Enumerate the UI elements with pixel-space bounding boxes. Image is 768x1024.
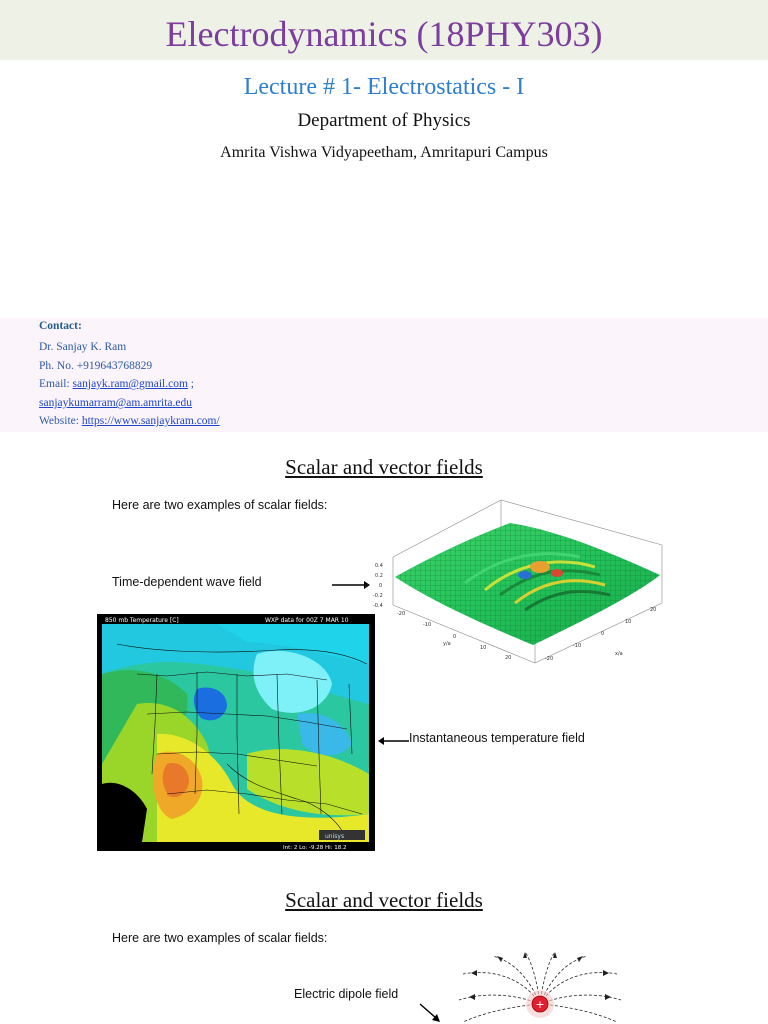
y-tick: -20 [545,656,554,662]
contact-name: Dr. Sanjay K. Ram [39,341,127,353]
y-axis-label: x/a [615,651,623,657]
y-tick: 20 [650,607,657,613]
temperature-map [97,614,375,851]
y-tick: 0 [601,631,605,637]
contact-email-line-2 [39,396,192,410]
email-link-secondary[interactable]: sanjaykumarram@am.amrita.edu [39,397,193,409]
contact-website-line [39,414,220,428]
contact-heading: Contact: [39,320,82,332]
email-separator: ; [190,378,194,390]
y-tick: 10 [625,619,632,625]
campus-name: Amrita Vishwa Vidyapeetham, Amritapuri Campus [220,144,548,161]
z-tick: -0.4 [373,603,383,609]
z-tick: 0.2 [375,573,383,579]
dipole-field-label: Electric dipole field [294,987,399,1001]
email-label: Email: [39,378,70,390]
wave-field-label: Time-dependent wave field [112,575,262,589]
arrow-right-icon [330,578,370,592]
slide-3-title: Scalar and vector fields [285,888,483,912]
wave-surface-plot [365,495,668,670]
map-header-right: WXP data for 00Z 7 MAR 10 [265,617,349,624]
z-tick: -0.2 [373,593,383,599]
website-label: Website: [39,415,79,427]
x-tick: 20 [505,655,512,661]
x-tick: 10 [480,645,487,651]
map-header-left: 850 mb Temperature [C] [105,617,179,624]
z-axis-label: u [365,583,369,589]
positive-charge-symbol: + [535,998,545,1011]
arrow-down-right-icon [418,1002,444,1024]
course-title: Electrodynamics (18PHY303) [165,14,603,54]
slide-2-title: Scalar and vector fields [285,455,483,479]
slide-3-intro: Here are two examples of scalar fields: [112,931,328,945]
y-tick: -10 [573,643,582,649]
z-tick: 0.4 [375,563,383,569]
x-tick: -20 [397,611,406,617]
dipole-field-diagram [455,950,625,1024]
x-tick: 0 [453,634,457,640]
slide-2-intro: Here are two examples of scalar fields: [112,498,328,512]
lecture-title: Lecture # 1- Electrostatics - I [243,74,525,100]
x-axis-label: y/a [443,641,451,647]
map-logo: unisys [325,833,345,840]
website-link[interactable]: https://www.sanjaykram.com/ [81,415,220,427]
contact-email-line [39,377,194,391]
contact-phone: Ph. No. +919643768829 [39,360,153,372]
z-tick: 0 [379,583,383,589]
email-link-primary[interactable]: sanjayk.ram@gmail.com [72,378,188,390]
department-name: Department of Physics [297,110,471,131]
x-tick: -10 [423,622,432,628]
temperature-field-label: Instantaneous temperature field [409,731,585,745]
arrow-left-icon [378,734,410,748]
map-footer: Int: 2 Lo: -9.28 Hi: 18.2 [283,845,347,851]
